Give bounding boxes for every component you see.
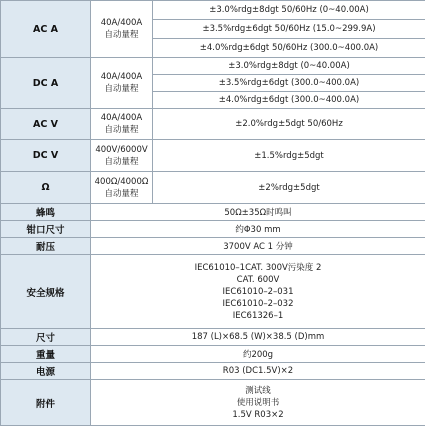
range-dc-a xyxy=(91,58,153,109)
safety-line-3: IEC61010–2–031 xyxy=(222,286,294,297)
value-ac-a-1: ±3.0%rdg±8dgt 50/60Hz (0~40.00A) xyxy=(153,1,425,20)
safety-line-5: IEC61326–1 xyxy=(232,310,284,321)
value-ac-a-3: ±4.0%rdg±6dgt 50/60Hz (300.0~400.0A) xyxy=(153,39,425,58)
row-buzzer xyxy=(1,204,425,221)
accessory-line-1: 测试线 xyxy=(245,385,271,396)
range-ohm xyxy=(91,172,153,204)
accessory-line-3: 1.5V R03×2 xyxy=(232,409,284,420)
label-dc-v: DC V xyxy=(1,140,91,172)
range-dc-v-line-1: 400V/6000V xyxy=(95,144,148,155)
value-safety xyxy=(91,255,425,329)
label-ac-v: AC V xyxy=(1,109,91,140)
range-ac-a-line-1: 40A/400A xyxy=(100,18,143,28)
label-dc-a: DC A xyxy=(1,58,91,109)
value-weight: 约200g xyxy=(91,346,425,363)
value-size: 187 (L)×68.5 (W)×38.5 (D)mm xyxy=(91,329,425,346)
label-ac-a: AC A xyxy=(1,1,91,58)
row-size xyxy=(1,329,425,346)
row-safety xyxy=(1,255,425,329)
row-dc-a xyxy=(1,58,425,75)
label-ohm: Ω xyxy=(1,172,91,204)
value-dc-a-1: ±3.0%rdg±8dgt (0~40.00A) xyxy=(153,58,425,75)
label-weight: 重量 xyxy=(1,346,91,363)
value-ohm: ±2%rdg±5dgt xyxy=(153,172,425,204)
range-dc-v xyxy=(91,140,153,172)
value-ac-a-2: ±3.5%rdg±6dgt 50/60Hz (15.0~299.9A) xyxy=(153,20,425,39)
safety-line-4: IEC61010–2–032 xyxy=(222,298,294,309)
label-buzzer: 蜂鸣 xyxy=(1,204,91,221)
range-dc-v-line-2: 自动量程 xyxy=(104,156,139,167)
value-accessories xyxy=(91,380,425,426)
label-power: 电源 xyxy=(1,363,91,380)
label-size: 尺寸 xyxy=(1,329,91,346)
row-ac-v xyxy=(1,109,425,140)
row-ohm xyxy=(1,172,425,204)
row-jaw xyxy=(1,221,425,238)
value-dc-a-2: ±3.5%rdg±6dgt (300.0~400.0A) xyxy=(153,75,425,92)
row-weight xyxy=(1,346,425,363)
row-power xyxy=(1,363,425,380)
range-dc-a-line-1: 40A/400A xyxy=(100,72,143,82)
label-jaw: 钳口尺寸 xyxy=(1,221,91,238)
value-ac-v: ±2.0%rdg±5dgt 50/60Hz xyxy=(153,109,425,140)
row-dc-v xyxy=(1,140,425,172)
label-withstand: 耐压 xyxy=(1,238,91,255)
range-ac-v-line-2: 自动量程 xyxy=(104,125,139,135)
safety-line-1: IEC61010–1CAT. 300V污染度 2 xyxy=(194,262,322,273)
row-accessories xyxy=(1,380,425,426)
range-ac-a xyxy=(91,1,153,58)
label-accessories: 附件 xyxy=(1,380,91,426)
value-jaw: 约Φ30 mm xyxy=(91,221,425,238)
range-ac-a-line-2: 自动量程 xyxy=(104,30,139,40)
safety-line-2: CAT. 600V xyxy=(236,274,280,285)
row-ac-a xyxy=(1,1,425,20)
row-withstand xyxy=(1,238,425,255)
range-dc-a-line-2: 自动量程 xyxy=(104,84,139,94)
accessory-line-2: 使用说明书 xyxy=(236,397,280,408)
range-ohm-line-1: 400Ω/4000Ω xyxy=(94,176,149,187)
value-dc-a-3: ±4.0%rdg±6dgt (300.0~400.0A) xyxy=(153,92,425,109)
value-power: R03 (DC1.5V)×2 xyxy=(91,363,425,380)
range-ohm-line-2: 自动量程 xyxy=(104,188,139,199)
value-withstand: 3700V AC 1 分钟 xyxy=(91,238,425,255)
value-buzzer: 50Ω±35Ω时鸣叫 xyxy=(91,204,425,221)
value-dc-v: ±1.5%rdg±5dgt xyxy=(153,140,425,172)
label-safety: 安全规格 xyxy=(1,255,91,329)
range-ac-v xyxy=(91,109,153,140)
range-ac-v-line-1: 40A/400A xyxy=(100,113,143,123)
